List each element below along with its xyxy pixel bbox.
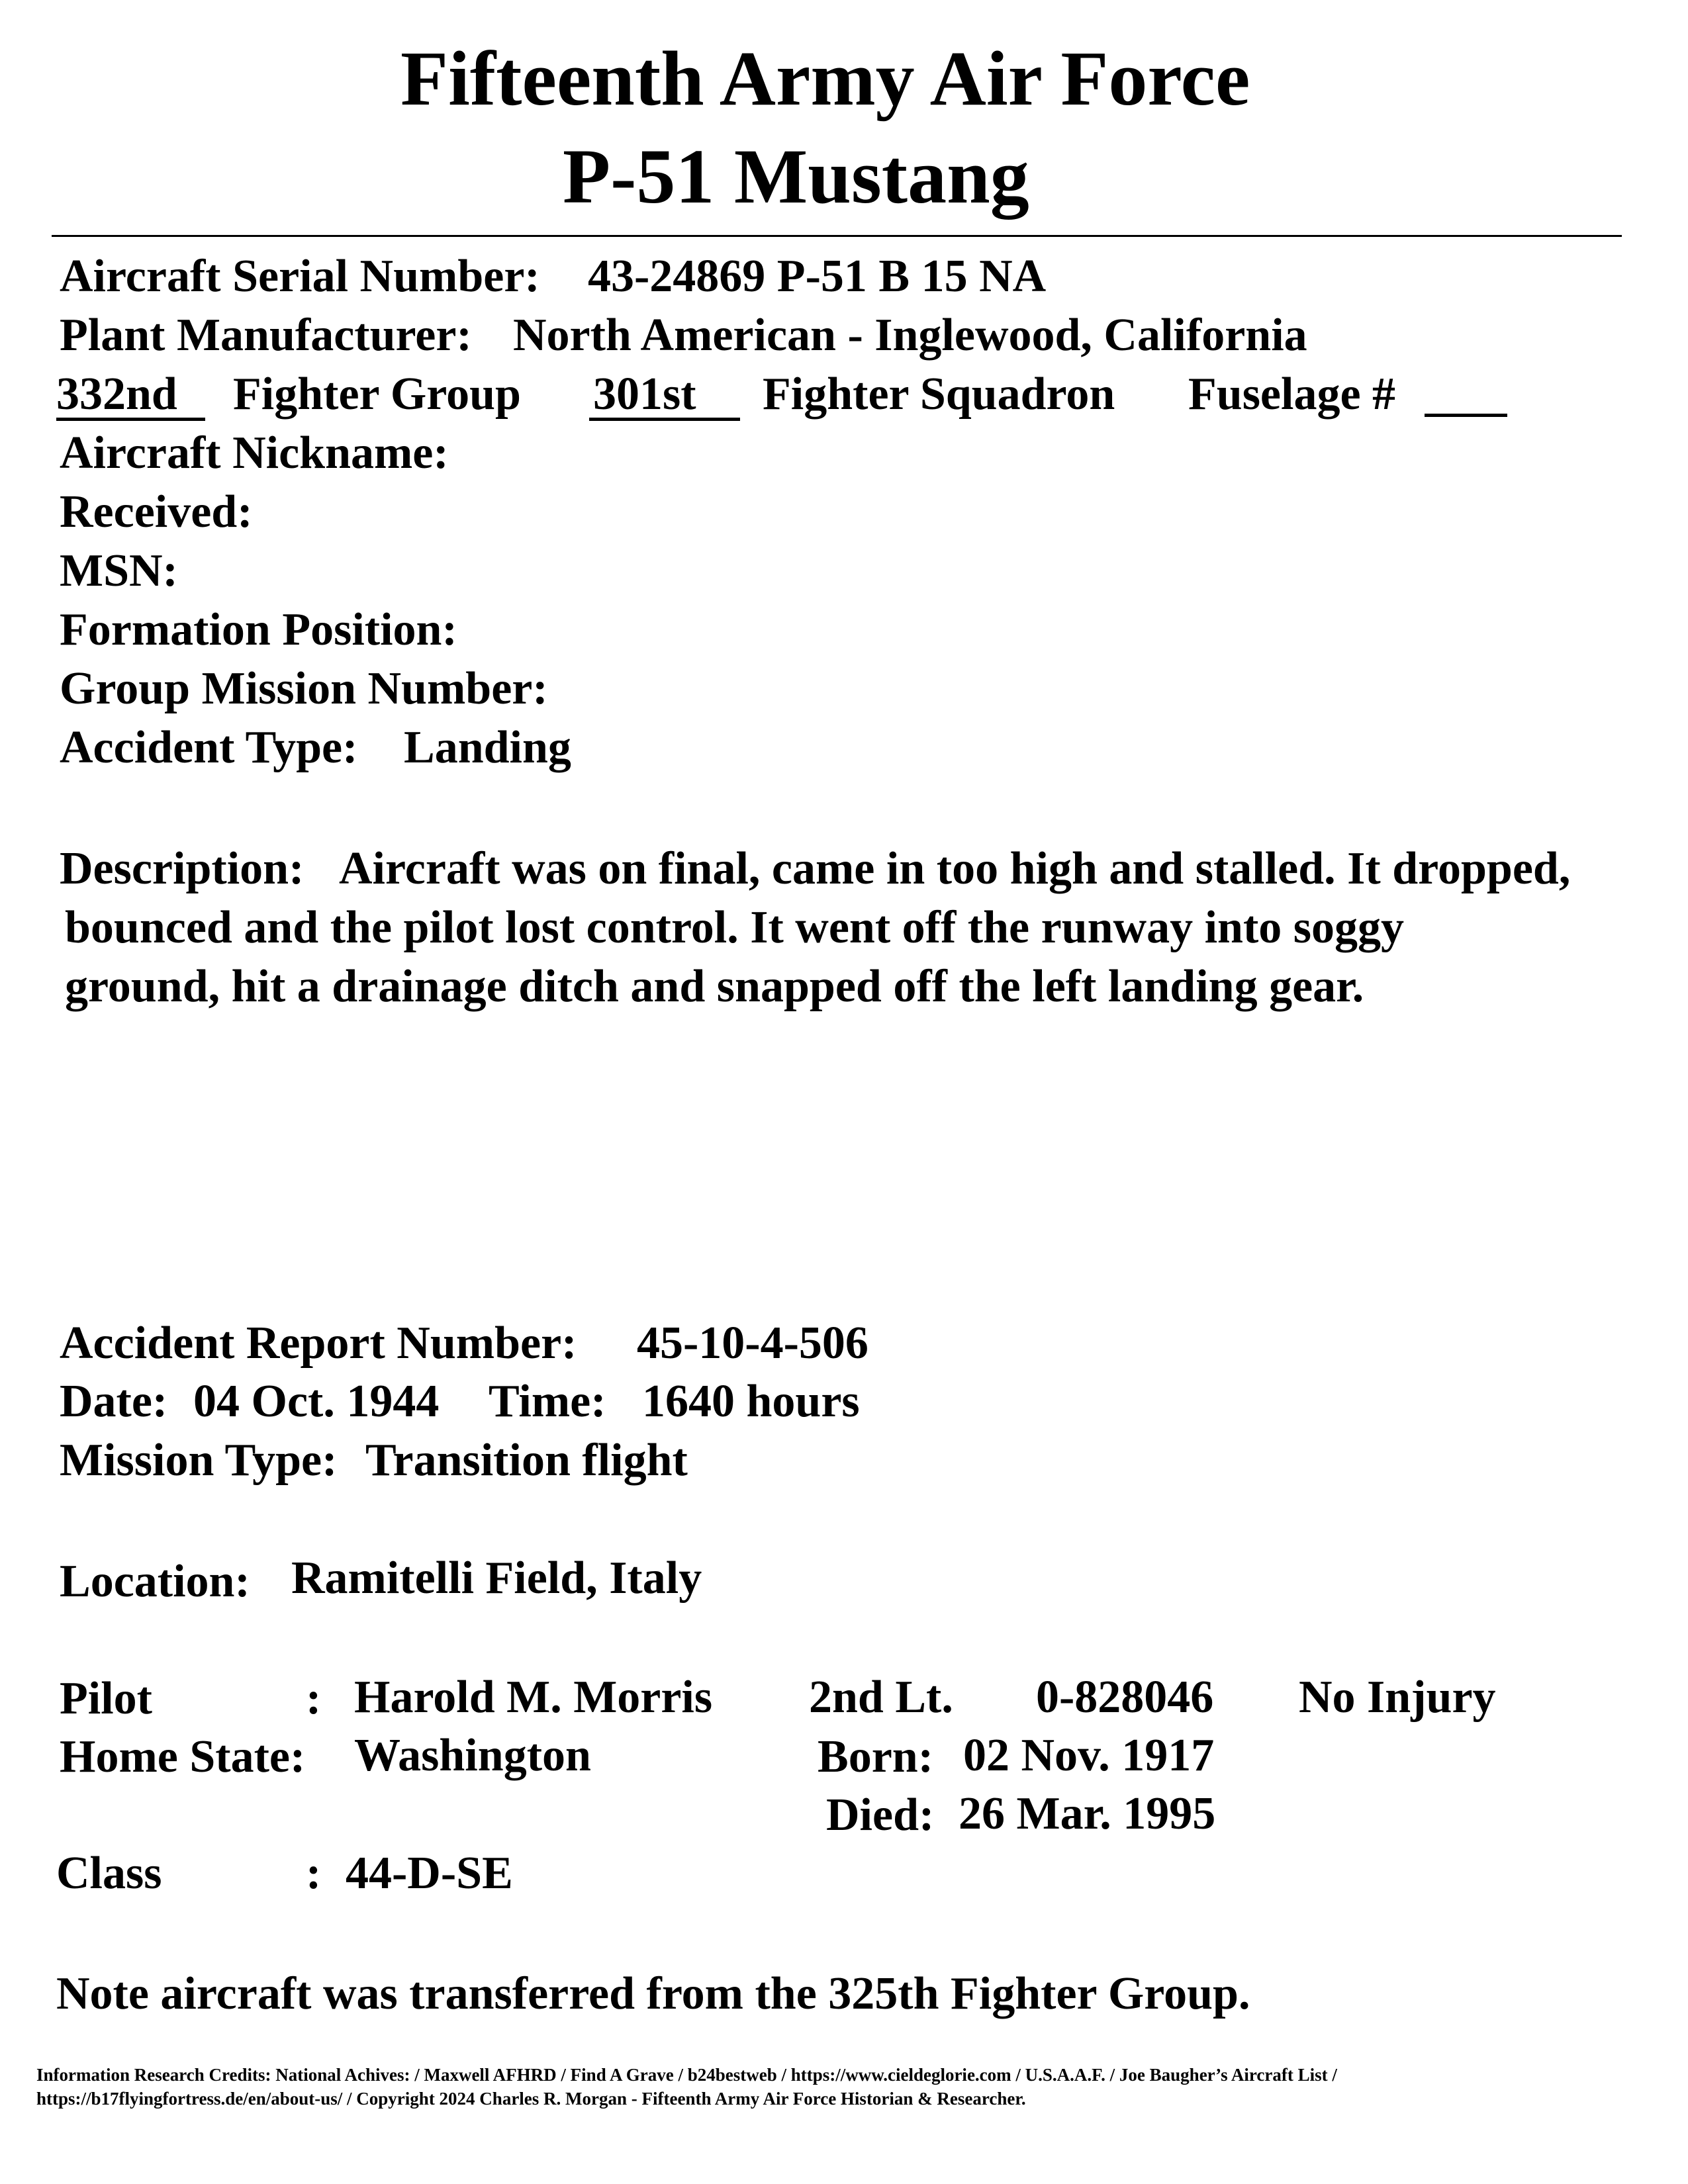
mission-type-label: Mission Type: [60, 1435, 338, 1486]
pilot-service-number: 0-828046 [1036, 1672, 1214, 1723]
accident-type-value: Landing [404, 722, 571, 773]
accident-type-label: Accident Type: [60, 722, 358, 773]
location-value: Ramitelli Field, Italy [291, 1553, 702, 1604]
time-label: Time: [489, 1376, 606, 1427]
report-number-value: 45-10-4-506 [637, 1318, 868, 1369]
group-label: Fighter Group [233, 369, 521, 420]
fuselage-blank-line [1425, 414, 1507, 417]
born-value: 02 Nov. 1917 [963, 1730, 1215, 1781]
class-colon: : [306, 1848, 322, 1899]
died-value: 26 Mar. 1995 [959, 1788, 1216, 1839]
serial-value: 43-24869 P-51 B 15 NA [588, 251, 1047, 302]
pilot-label: Pilot [60, 1673, 152, 1724]
squadron-label: Fighter Squadron [763, 369, 1115, 420]
location-label: Location: [60, 1556, 250, 1607]
pilot-colon: : [306, 1673, 322, 1724]
class-label: Class [56, 1848, 162, 1899]
date-label: Date: [60, 1376, 168, 1427]
born-label: Born: [818, 1731, 933, 1782]
aircraft-type-title: P-51 Mustang [563, 133, 1029, 220]
page-title: Fifteenth Army Air Force [400, 35, 1250, 122]
home-state-value: Washington [354, 1730, 591, 1781]
description-line-3: ground, hit a drainage ditch and snapped off the left landing gear. [65, 961, 1364, 1012]
credits-line-2: https://b17flyingfortress.de/en/about-us/ / Copyright 2024 Charles R. Morgan - Fifteenth Army Air Force Historian & Researcher. [36, 2089, 1026, 2109]
serial-label: Aircraft Serial Number: [60, 251, 540, 302]
transfer-note: Note aircraft was transferred from the 325th Fighter Group. [56, 1968, 1250, 2019]
manufacturer-value: North American - Inglewood, California [513, 310, 1307, 361]
pilot-name: Harold M. Morris [354, 1672, 713, 1723]
squadron-value: 301st [589, 371, 740, 421]
died-label: Died: [826, 1790, 935, 1841]
formation-position-label: Formation Position: [60, 604, 457, 655]
description-line-2: bounced and the pilot lost control. It went off the runway into soggy [65, 902, 1404, 953]
group-mission-label: Group Mission Number: [60, 663, 548, 714]
msn-label: MSN: [60, 545, 178, 596]
pilot-rank: 2nd Lt. [809, 1672, 953, 1723]
header-divider [52, 235, 1622, 237]
description-label: Description: [60, 843, 305, 894]
received-label: Received: [60, 486, 253, 537]
fuselage-label: Fuselage # [1188, 369, 1396, 420]
time-value: 1640 hours [642, 1376, 860, 1427]
report-number-label: Accident Report Number: [60, 1318, 577, 1369]
date-value: 04 Oct. 1944 [193, 1376, 440, 1427]
group-value: 332nd [56, 371, 205, 421]
home-state-label: Home State: [60, 1731, 306, 1782]
class-value: 44-D-SE [346, 1848, 513, 1899]
description-line-1: Aircraft was on final, came in too high and stalled. It dropped, [339, 843, 1571, 894]
mission-type-value: Transition flight [365, 1435, 688, 1486]
manufacturer-label: Plant Manufacturer: [60, 310, 472, 361]
credits-line-1: Information Research Credits: National Achives: / Maxwell AFHRD / Find A Grave / b24bestweb / https://www.cieldeglorie.com / U.S.A.A.F. / Joe Baugher’s Aircraft List / [36, 2065, 1337, 2085]
pilot-status: No Injury [1299, 1672, 1496, 1723]
nickname-label: Aircraft Nickname: [60, 428, 449, 478]
